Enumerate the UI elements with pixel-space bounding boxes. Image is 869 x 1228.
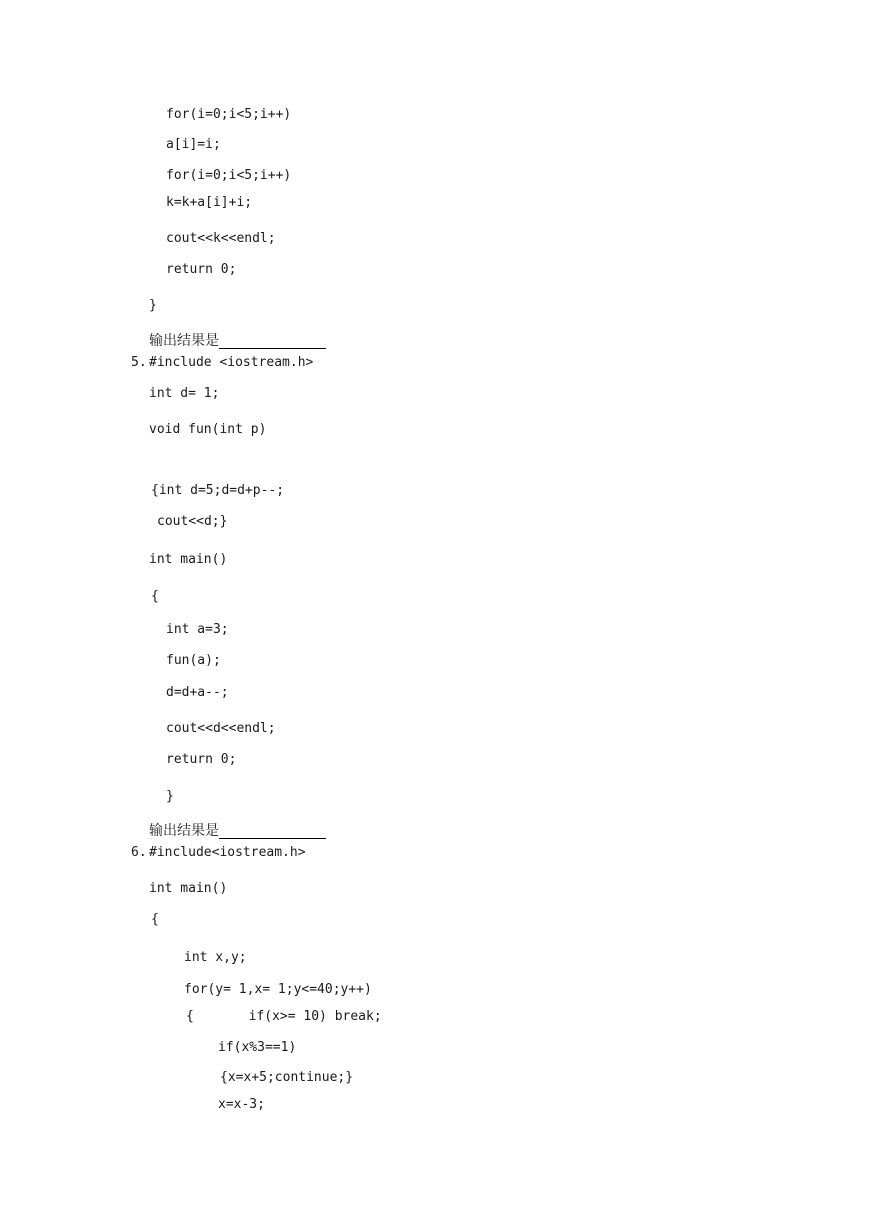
- code-line: int a=3;: [166, 622, 229, 637]
- question-number: 5.: [131, 355, 147, 370]
- code-line: cout<<d;}: [157, 514, 228, 529]
- code-line: for(y= 1,x= 1;y<=40;y++): [184, 982, 372, 997]
- code-line: {x=x+5;continue;}: [220, 1070, 354, 1085]
- code-line: int main(): [149, 552, 228, 567]
- code-line: int main(): [149, 881, 228, 896]
- answer-blank[interactable]: [219, 334, 326, 349]
- code-line: for(i=0;i<5;i++): [166, 168, 292, 183]
- question-number: 6.: [131, 845, 147, 860]
- code-line: #include<iostream.h>: [149, 845, 306, 860]
- code-line: int d= 1;: [149, 386, 220, 401]
- code-line: }: [149, 298, 157, 313]
- code-line: k=k+a[i]+i;: [166, 195, 253, 210]
- code-line: cout<<k<<endl;: [166, 231, 276, 246]
- code-line: {: [151, 912, 159, 927]
- answer-prompt: [149, 333, 326, 349]
- code-line: for(i=0;i<5;i++): [166, 107, 292, 122]
- code-line: return 0;: [166, 262, 237, 277]
- code-line: fun(a);: [166, 653, 221, 668]
- code-line: cout<<d<<endl;: [166, 721, 276, 736]
- code-line: }: [166, 789, 174, 804]
- code-line: void fun(int p): [149, 422, 267, 437]
- code-line: #include <iostream.h>: [149, 355, 314, 370]
- answer-prompt-label: 输出结果是: [149, 823, 219, 839]
- code-line: d=d+a--;: [166, 685, 229, 700]
- code-line: if(x%3==1): [218, 1040, 297, 1055]
- code-line: a[i]=i;: [166, 137, 221, 152]
- answer-prompt-label: 输出结果是: [149, 333, 219, 349]
- code-line: return 0;: [166, 752, 237, 767]
- answer-prompt: [149, 823, 326, 839]
- code-line: {: [151, 589, 159, 604]
- code-line: int x,y;: [184, 950, 247, 965]
- code-line: { if(x>= 10) break;: [186, 1009, 382, 1024]
- code-line: x=x-3;: [218, 1097, 265, 1112]
- code-line: {int d=5;d=d+p--;: [151, 483, 285, 498]
- answer-blank[interactable]: [219, 824, 326, 839]
